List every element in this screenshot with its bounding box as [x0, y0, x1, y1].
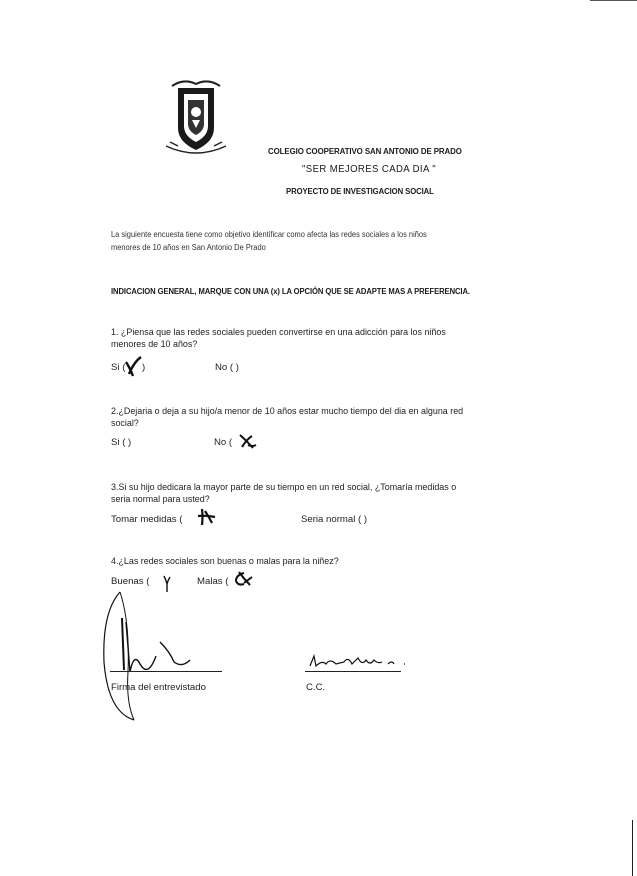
school-name: COLEGIO COOPERATIVO SAN ANTONIO DE PRADO	[268, 146, 462, 156]
question-4-line-1: 4.¿Las redes sociales son buenas o malas para la niñez?	[111, 556, 339, 567]
question-2-mark-x	[238, 433, 258, 451]
school-logo	[164, 76, 228, 158]
interviewee-signature-label: Firma del entrevistado	[111, 682, 206, 693]
cc-label: C.C.	[306, 682, 326, 693]
question-1-option-no: No ( )	[215, 362, 239, 373]
question-3-mark-x	[196, 507, 218, 527]
intro-line-1: La siguiente encuesta tiene como objetivo identificar como afecta las redes sociales a los niños	[111, 230, 427, 239]
question-2-option-no: No (	[214, 437, 233, 448]
question-1-option-si-close: )	[142, 362, 146, 373]
instruction: INDICACION GENERAL, MARQUE CON UNA (x) LA OPCIÓN QUE SE ADAPTE MAS A PREFERENCIA.	[111, 286, 470, 296]
question-1-line-2: menores de 10 años?	[111, 339, 198, 350]
question-3-option-tomar: Tomar medidas (	[111, 514, 183, 525]
question-3-line-1: 3.Si su hijo dedicara la mayor parte de su tiempo en un red social, ¿Tomaría medidas o	[111, 482, 457, 493]
signature-line-left	[110, 671, 222, 672]
question-2-option-si: Si ( )	[111, 437, 132, 448]
project-title: PROYECTO DE INVESTIGACION SOCIAL	[286, 186, 434, 196]
question-4-option-buenas: Buenas (	[111, 576, 150, 587]
signature-line-right	[305, 671, 401, 672]
question-4-mark-x	[232, 569, 254, 589]
question-1-option-si: Si (	[111, 362, 126, 373]
question-4-option-malas: Malas (	[197, 576, 229, 587]
intro-line-2: menores de 10 años en San Antonio De Prado	[111, 243, 266, 252]
question-2-line-2: social?	[111, 418, 139, 429]
question-3-option-normal: Seria normal ( )	[301, 514, 368, 525]
question-1-line-1: 1. ¿Piensa que las redes sociales pueden convertirse en una adicción para los niños	[111, 327, 446, 338]
question-1-mark-x	[124, 356, 144, 378]
school-motto: "SER MEJORES CADA DIA "	[302, 164, 437, 175]
question-3-line-2: seria normal para usted?	[111, 494, 210, 505]
scan-edge-mark	[632, 820, 633, 876]
question-2-line-1: 2.¿Dejaria o deja a su hijo/a menor de 10 años estar mucho tiempo del dia en alguna red	[111, 406, 464, 417]
interviewee-signature	[100, 582, 220, 722]
cc-signature	[308, 652, 408, 672]
scan-top-mark	[590, 0, 637, 1]
